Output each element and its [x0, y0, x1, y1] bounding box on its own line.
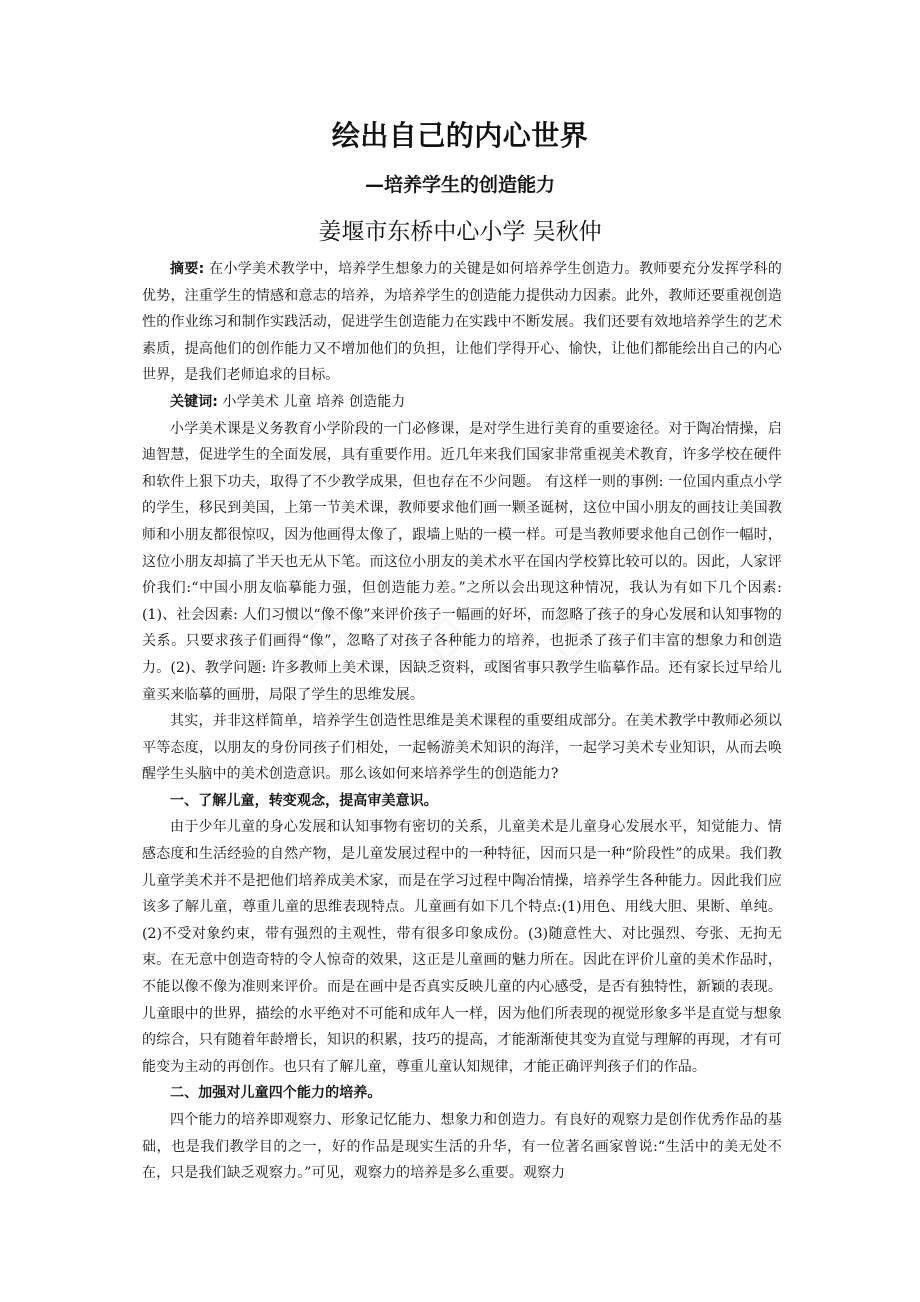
document-subtitle: —培养学生的创造能力	[364, 174, 555, 196]
abstract-label: 摘要:	[170, 261, 205, 277]
keywords-paragraph	[142, 389, 782, 416]
document-title: 绘出自己的内心世界	[331, 119, 589, 152]
keywords-text: 小学美术 儿童 培养 创造能力	[218, 393, 406, 410]
section-paragraph: 由于少年儿童的身心发展和认知事物有密切的关系，儿童美术是儿童身心发展水平，知觉能力、情感态度和生活经验的自然产物，是儿童发展过程中的一种特征，因而只是一种“阶段性”的成果。我们教儿童学美术并不是把他们培养成美术家，而是在学习过程中陶冶情操，培养学生各种能力。因此我们应该多了解儿童，尊重儿童的思维表现特点。儿童画有如下几个特点:(1)用色、用线大胆、果断、单纯。(2)不受对象约束，带有强烈的主观性，带有很多印象成份。(3)随意性大、对比强烈、夸张、无拘无束。在无意中创造奇特的令人惊奇的效果，这正是儿童画的魅力所在。因此在评价儿童的美术作品时，不能以像不像为准则来评价。而是在画中是否真实反映儿童的内心感受，是否有独特性，新颖的表现。儿童眼中的世界，描绘的水平绝对不可能和成年人一样，因为他们所表现的视觉形象多半是直觉与想象的综合，只有随着年龄增长，知识的积累，技巧的提高，才能渐渐使其变为直觉与理解的再现，才有可能变为主动的再创作。也只有了解儿童，尊重儿童认知规律，才能正确评判孩子们的作品。	[142, 819, 782, 1075]
body-paragraph: 小学美术课是义务教育小学阶段的一门必修课，是对学生进行美育的重要途径。对于陶冶情操，启迪智慧，促进学生的全面发展，具有重要作用。近几年来我们国家非常重视美术教育，许多学校在硬件和软件上狠下功夫，取得了不少教学成果，但也存在不少问题。 有这样一则的事例: 一位国内重点小学的学生，移民到美国，上第一节美术课，教师要求他们画一颗圣诞树，这位中国小朋友的画技让美国教师和小朋友都很惊叹，因为他画得太像了，跟墙上贴的一模一样。可是当教师要求他自己创作一幅时，这位小朋友却搞了半天也无从下笔。而这位小朋友的美术水平在国内学校算比较可以的。因此，人家评价我们:“中国小朋友临摹能力强，但创造能力差。”之所以会出现这种情况，我认为有如下几个因素:(1)、社会因素: 人们习惯以“像不像”来评价孩子一幅画的好坏，而忽略了孩子的身心发展和认知事物的关系。只要求孩子们画得“像”，忽略了对孩子各种能力的培养，也扼杀了孩子们丰富的想象力和创造力。(2)、教学问题: 许多教师上美术课，因缺乏资料，或图省事只教学生临摹作品。还有家长过早给儿童买来临摹的画册，局限了学生的思维发展。	[142, 420, 782, 703]
section-paragraph: 四个能力的培养即观察力、形象记忆能力、想象力和创造力。有良好的观察力是创作优秀作品的基础，也是我们教学目的之一，好的作品是现实生活的升华，有一位著名画家曾说:“生活中的美无处不在，只是我们缺乏观察力。”可见，观察力的培养是多么重要。观察力	[142, 1112, 782, 1182]
author-byline: 姜堰市东桥中心小学 吴秋仲	[318, 219, 602, 245]
body-paragraph: 其实，并非这样简单，培养学生创造性思维是美术课程的重要组成部分。在美术教学中教师必须以平等态度，以朋友的身份同孩子们相处，一起畅游美术知识的海洋，一起学习美术专业知识，从而去唤醒学生头脑中的美术创造意识。那么该如何来培养学生的创造能力?	[142, 713, 782, 783]
section-heading: 二、加强对儿童四个能力的培养。	[170, 1085, 382, 1102]
abstract-text: 在小学美术教学中，培养学生想象力的关键是如何培养学生创造力。教师要充分发挥学科的优势，注重学生的情感和意志的培养，为培养学生的创造能力提供动力因素。此外，教师还要重视创造性的作业练习和制作实践活动，促进学生创造能力在实践中不断发展。我们还要有效地培养学生的艺术素质，提高他们的创作能力又不增加他们的负担，让他们学得开心、愉快，让他们都能绘出自己的内心世界，是我们老师追求的目标。	[142, 261, 782, 384]
section-heading: 一、了解儿童，转变观念，提高审美意识。	[170, 792, 438, 809]
keywords-label: 关键词:	[170, 393, 218, 410]
document-body	[142, 256, 782, 1187]
abstract-paragraph	[142, 256, 782, 389]
